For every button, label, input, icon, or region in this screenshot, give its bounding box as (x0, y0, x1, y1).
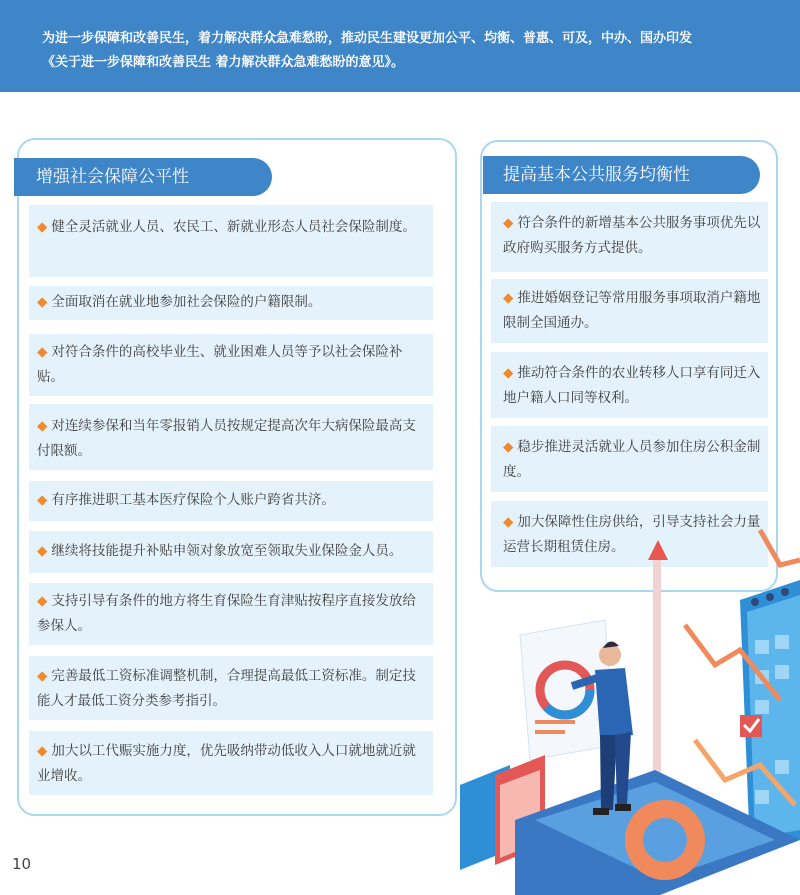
diamond-bullet-icon: ◆ (37, 294, 48, 310)
diamond-bullet-icon: ◆ (503, 439, 514, 455)
list-item: ◆ 健全灵活就业人员、农民工、新就业形态人员社会保险制度。 (29, 205, 433, 277)
diamond-bullet-icon: ◆ (37, 492, 48, 508)
list-item: ◆ 有序推进职工基本医疗保险个人账户跨省共济。 (29, 481, 433, 521)
right-panel-title: 提高基本公共服务均衡性 (483, 156, 760, 194)
diamond-bullet-icon: ◆ (503, 365, 514, 381)
diamond-bullet-icon: ◆ (37, 743, 48, 759)
list-item: ◆ 支持引导有条件的地方将生育保险生育津贴按程序直接发放给参保人。 (29, 583, 433, 645)
list-item: ◆ 继续将技能提升补贴申领对象放宽至领取失业保险金人员。 (29, 531, 433, 573)
list-item: ◆ 加大以工代赈实施力度，优先吸纳带动低收入人口就地就近就业增收。 (29, 731, 433, 795)
list-item: ◆ 稳步推进灵活就业人员参加住房公积金制度。 (491, 426, 768, 492)
diamond-bullet-icon: ◆ (503, 290, 514, 306)
list-item: ◆ 对符合条件的高校毕业生、就业困难人员等予以社会保险补贴。 (29, 334, 433, 396)
diamond-bullet-icon: ◆ (37, 593, 48, 609)
page-number: 10 (12, 855, 32, 873)
diamond-bullet-icon: ◆ (503, 514, 514, 530)
list-item: ◆ 推进婚姻登记等常用服务事项取消户籍地限制全国通办。 (491, 279, 768, 343)
calendar-icon (740, 580, 800, 850)
header-text (42, 27, 782, 75)
diamond-bullet-icon: ◆ (37, 543, 48, 559)
diamond-bullet-icon: ◆ (37, 344, 48, 360)
header-line-2: 《关于进一步保障和改善民生 着力解决群众急难愁盼的意见》。 (42, 55, 405, 70)
diamond-bullet-icon: ◆ (37, 219, 48, 235)
list-item: ◆ 符合条件的新增基本公共服务事项优先以政府购买服务方式提供。 (491, 202, 768, 272)
diamond-bullet-icon: ◆ (37, 418, 48, 434)
diamond-bullet-icon: ◆ (503, 215, 514, 231)
list-item: ◆ 对连续参保和当年零报销人员按规定提高次年大病保险最高支付限额。 (29, 404, 433, 470)
list-item: ◆ 推动符合条件的农业转移人口享有同迁入地户籍人口同等权利。 (491, 352, 768, 418)
list-item: ◆ 完善最低工资标准调整机制，合理提高最低工资标准。制定技能人才最低工资分类参考指引。 (29, 656, 433, 720)
illustration (455, 520, 800, 895)
list-item: ◆ 全面取消在就业地参加社会保险的户籍限制。 (29, 286, 433, 320)
header-line-1: 为进一步保障和改善民生，着力解决群众急难愁盼，推动民生建设更加公平、均衡、普惠、可及，中办、国办印发 (42, 31, 693, 46)
list-item: ◆ 加大保障性住房供给，引导支持社会力量运营长期租赁住房。 (491, 501, 768, 567)
diamond-bullet-icon: ◆ (37, 668, 48, 684)
left-panel-title: 增强社会保障公平性 (14, 158, 272, 196)
header-banner (0, 0, 800, 92)
